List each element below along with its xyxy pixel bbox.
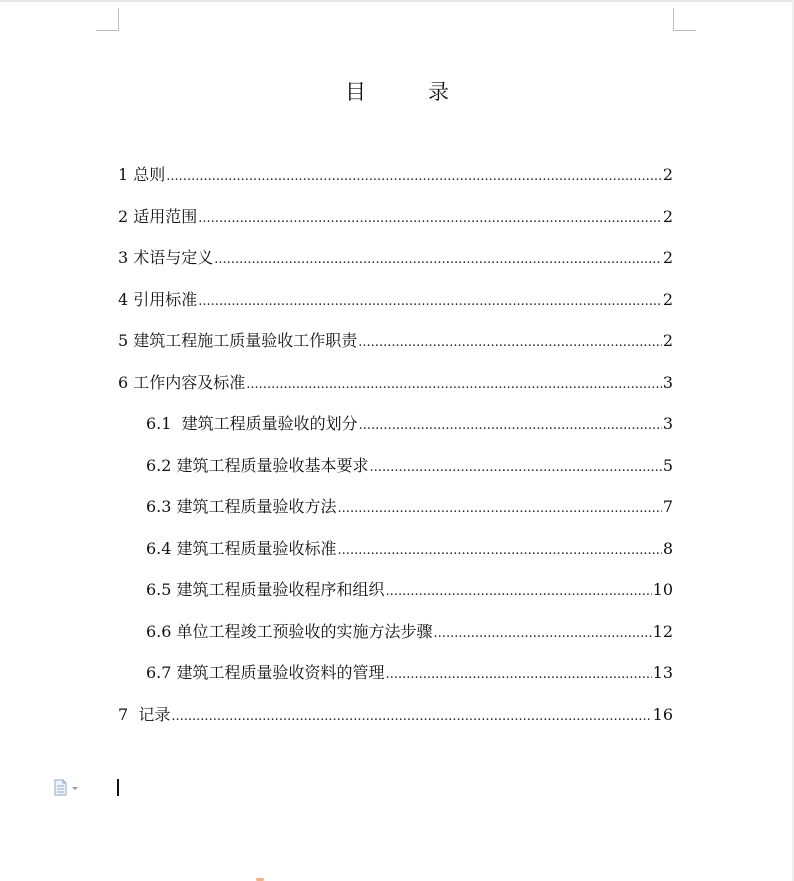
toc-entry-number: 2 bbox=[118, 206, 134, 226]
toc-dot-leader bbox=[359, 414, 662, 438]
toc-page-number: 3 bbox=[662, 414, 673, 433]
toc-entry-number: 6.1 bbox=[146, 414, 182, 433]
toc-dot-leader bbox=[198, 207, 662, 231]
toc-entry[interactable] bbox=[118, 661, 673, 703]
toc-dot-leader bbox=[370, 456, 662, 480]
toc-entry-text: 术语与定义 bbox=[133, 248, 214, 267]
toc-page-number: 12 bbox=[652, 621, 673, 641]
toc-entry-number: 5 bbox=[118, 331, 134, 350]
toc-title bbox=[0, 76, 794, 106]
toc-entry-text: 建筑工程质量验收资料的管理 bbox=[176, 663, 385, 682]
toc-entry[interactable] bbox=[118, 412, 673, 454]
margin-corner-top-left bbox=[96, 8, 119, 31]
toc-page-number: 10 bbox=[652, 580, 673, 599]
toc-page-number: 2 bbox=[662, 248, 673, 267]
toc-entry-number: 6 bbox=[118, 372, 134, 392]
toc-entry[interactable] bbox=[118, 246, 673, 288]
toc-entry-number: 3 bbox=[118, 248, 134, 267]
toc-dot-leader bbox=[338, 539, 662, 563]
toc-entry-text: 建筑工程质量验收方法 bbox=[176, 497, 337, 516]
toc-entry[interactable] bbox=[118, 329, 673, 371]
toc-dot-leader bbox=[386, 580, 652, 604]
toc-entry[interactable] bbox=[118, 537, 673, 579]
toc-entry[interactable] bbox=[118, 454, 673, 496]
toc-entry-text: 记录 bbox=[138, 704, 171, 724]
toc-entry-text: 建筑工程质量验收的划分 bbox=[181, 414, 358, 433]
toc-entry-number: 6.5 bbox=[146, 580, 177, 599]
toc-entry-number: 4 bbox=[118, 289, 134, 309]
toc-dot-leader bbox=[246, 373, 662, 397]
toc-entry[interactable] bbox=[118, 288, 673, 330]
toc-entry[interactable] bbox=[118, 371, 673, 413]
toc-entry[interactable] bbox=[118, 163, 673, 205]
toc-entry-number: 6.4 bbox=[146, 538, 177, 558]
toc-entry-text: 引用标准 bbox=[133, 289, 198, 309]
paste-options-icon[interactable] bbox=[54, 779, 84, 797]
toc-page-number: 8 bbox=[662, 538, 673, 558]
toc-dot-leader bbox=[338, 497, 662, 521]
toc-page-number: 13 bbox=[652, 663, 673, 682]
toc-page-number: 2 bbox=[662, 289, 673, 309]
toc-page-number: 2 bbox=[662, 206, 673, 226]
toc-entry[interactable] bbox=[118, 703, 673, 745]
toc-title-char-2: 录 bbox=[428, 80, 449, 104]
toc-entry-text: 工作内容及标准 bbox=[133, 372, 246, 392]
toc-dot-leader bbox=[214, 248, 662, 272]
page-top-edge bbox=[0, 0, 794, 2]
toc-title-char-1: 目 bbox=[345, 80, 366, 104]
toc-entry-text: 总则 bbox=[133, 165, 166, 184]
toc-page-number: 5 bbox=[662, 455, 673, 475]
toc-page-number: 3 bbox=[662, 372, 673, 392]
toc-entry-number: 7 bbox=[118, 704, 139, 724]
toc-entry-number: 1 bbox=[118, 165, 134, 184]
toc-entry-text: 建筑工程质量验收程序和组织 bbox=[176, 580, 385, 599]
toc-page-number: 2 bbox=[662, 165, 673, 184]
toc-entry-number: 6.2 bbox=[146, 455, 177, 475]
toc-dot-leader bbox=[386, 663, 652, 687]
toc-dot-leader bbox=[434, 622, 652, 646]
toc-page-number: 2 bbox=[662, 331, 673, 350]
toc-entry-text: 建筑工程质量验收基本要求 bbox=[176, 455, 369, 475]
toc-page-number: 7 bbox=[662, 497, 673, 516]
toc-entry[interactable] bbox=[118, 205, 673, 247]
toc-entry[interactable] bbox=[118, 620, 673, 662]
toc-entry-text: 单位工程竣工预验收的实施方法步骤 bbox=[176, 621, 433, 641]
margin-corner-top-right bbox=[673, 8, 696, 31]
toc-dot-leader bbox=[166, 165, 662, 189]
toc-entry-number: 6.3 bbox=[146, 497, 177, 516]
toc-entry[interactable] bbox=[118, 578, 673, 620]
text-cursor bbox=[117, 779, 119, 796]
toc-list bbox=[118, 163, 673, 744]
toc-entry[interactable] bbox=[118, 495, 673, 537]
toc-entry-text: 建筑工程质量验收标准 bbox=[176, 538, 337, 558]
toc-page-number: 16 bbox=[652, 704, 673, 724]
toc-dot-leader bbox=[358, 331, 662, 355]
toc-entry-text: 建筑工程施工质量验收工作职责 bbox=[133, 331, 358, 350]
toc-entry-number: 6.7 bbox=[146, 663, 177, 682]
toc-entry-text: 适用范围 bbox=[133, 206, 198, 226]
toc-dot-leader bbox=[171, 705, 651, 729]
toc-dot-leader bbox=[198, 290, 662, 314]
toc-entry-number: 6.6 bbox=[146, 621, 177, 641]
